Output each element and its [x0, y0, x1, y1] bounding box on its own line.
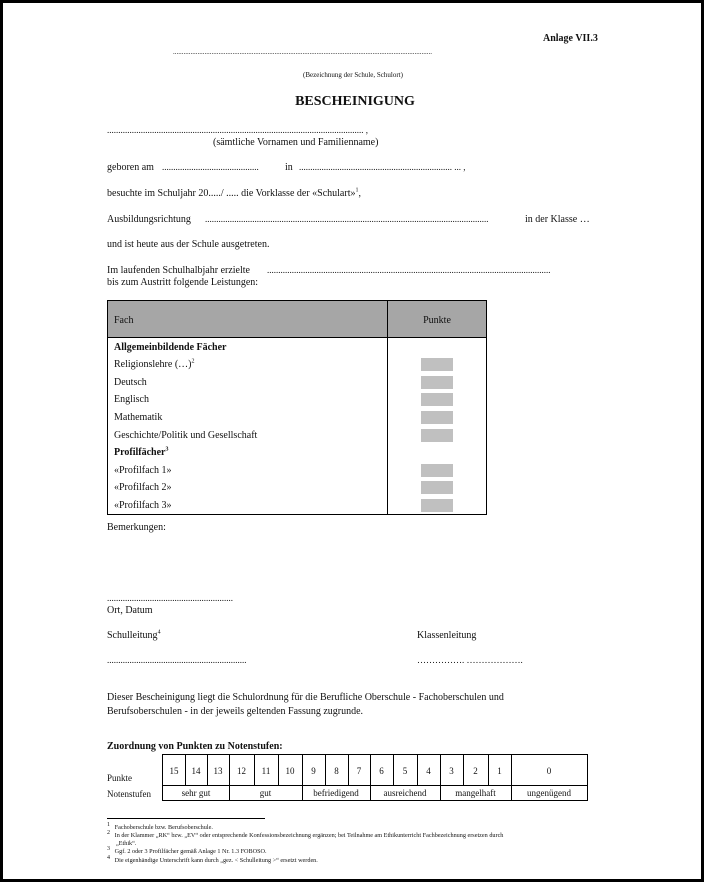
scale-points-cell: 11 [261, 766, 271, 776]
group-general-heading: Allgemeinbildende Fächer [114, 342, 227, 353]
points-box [421, 464, 453, 477]
footnote-2-continued: „Ethik“. [116, 840, 137, 847]
class-teacher-signature-dots: ……………. ………………. [417, 655, 523, 665]
points-box [421, 429, 453, 442]
scale-points-cell: 3 [449, 766, 454, 776]
group-profile-heading: Profilfächer$^3$ [114, 446, 169, 458]
place-date-label: Ort, Datum [107, 605, 153, 616]
training-label: Ausbildungsrichtung [107, 214, 191, 225]
scale-heading: Zuordnung von Punkten zu Notenstufen: [107, 741, 283, 752]
annex-label: Anlage VII.3 [543, 33, 598, 44]
footnote-1: $^1$ Fachoberschule bzw. Berufsoberschule. [107, 821, 213, 831]
points-box [421, 376, 453, 389]
grades-table-divider [387, 301, 388, 514]
scale-points-cell: 2 [473, 766, 478, 776]
points-box [421, 411, 453, 424]
subject-row: Geschichte/Politik und Gesellschaft [114, 430, 258, 441]
scale-points-cell: 8 [334, 766, 339, 776]
school-dots: .................................................................................................................................................... [173, 48, 432, 56]
scale-grade-cell: ungenügend [527, 788, 571, 798]
legal-note-line1: Dieser Bescheinigung liegt die Schulordnung für die Berufliche Oberschule - Fachoberschulen und [107, 692, 504, 703]
semester-dots: .............................................................................................................................. [267, 265, 551, 275]
subject-row: «Profilfach 3» [114, 500, 172, 511]
left-school-text: und ist heute aus der Schule ausgetreten. [107, 239, 270, 250]
subject-row: Mathematik [114, 412, 163, 423]
born-date-dots: ........................................... [162, 162, 259, 172]
scale-points-cell: 0 [546, 766, 552, 776]
born-place-dots: .................................................................... ... , [299, 162, 466, 172]
scale-points-cell: 10 [285, 766, 295, 776]
scale-grade-cell: gut [259, 788, 272, 798]
scale-points-cell: 4 [426, 766, 431, 776]
subject-row: Englisch [114, 394, 149, 405]
footnote-3: $^3$ Ggf. 2 oder 3 Profilfächer gemäß Anlage 1 Nr. 1.3 FOBOSO. [107, 845, 267, 855]
column-header-subject: Fach [114, 315, 134, 326]
scale-points-cell: 9 [311, 766, 316, 776]
born-in-label: in [285, 162, 293, 173]
principal-signature-dots: .............................................................. [107, 655, 247, 665]
training-dots: .............................................................................................................................. [205, 214, 489, 224]
scale-points-cell: 15 [169, 766, 179, 776]
scale-grade-cell: mangelhaft [455, 788, 496, 798]
grades-table [107, 300, 487, 515]
subject-row: «Profilfach 2» [114, 482, 172, 493]
points-box [421, 393, 453, 406]
document-title: BESCHEINIGUNG [295, 94, 415, 109]
points-box [421, 481, 453, 494]
scale-grade-cell: ausreichend [383, 788, 427, 798]
footnote-separator [107, 818, 265, 819]
scale-points-cell: 13 [213, 766, 223, 776]
principal-label: Schulleitung$^4$ [107, 629, 161, 641]
scale-points-cell: 1 [497, 766, 502, 776]
name-caption: (sämtliche Vornamen und Familienname) [213, 137, 379, 148]
footnote-2: $^2$ In der Klammer „RK“ bzw. „EV“ oder entsprechende Konfessionsbezeichnung ergänzen; bei Teilnahme am Ethikunterricht Fachbezeichnung ersetzen durch [107, 829, 504, 839]
subject-religion: Religionslehre (…)$^2$ [114, 358, 195, 370]
place-date-dots: ........................................................ [107, 593, 233, 603]
scale-row-points-label: Punkte [107, 773, 133, 783]
scale-points-cell: 5 [402, 766, 408, 776]
legal-note-line2: Berufsoberschulen - in der jeweils geltenden Fassung zugrunde. [107, 706, 364, 717]
remarks-label: Bemerkungen: [107, 522, 166, 533]
scale-grade-cell: sehr gut [181, 788, 211, 798]
points-box-religion [421, 358, 453, 371]
scale-points-cell: 7 [356, 766, 362, 776]
points-box [421, 499, 453, 512]
scale-points-cell: 12 [237, 766, 246, 776]
born-label: geboren am [107, 162, 154, 173]
semester-line2: bis zum Austritt folgende Leistungen: [107, 277, 259, 288]
scale-row-divider [163, 785, 587, 786]
grade-scale-table [162, 754, 588, 801]
school-caption: (Bezeichnung der Schule, Schulort) [303, 71, 403, 79]
scale-points-cell: 14 [191, 766, 201, 776]
scale-grade-cell: befriedigend [313, 788, 359, 798]
subject-row: Deutsch [114, 377, 147, 388]
attended-line: besuchte im Schuljahr 20...../ ..... die Vorklasse der «Schulart»$^1$, [107, 187, 361, 199]
column-header-points: Punkte [423, 315, 451, 326]
subject-row: «Profilfach 1» [114, 465, 172, 476]
footnote-4: $^4$ Die eigenhändige Unterschrift kann durch „gez. < Schulleitung >“ ersetzt werden. [107, 854, 318, 864]
class-teacher-label: Klassenleitung [417, 630, 477, 641]
scale-row-grades-label: Notenstufen [107, 789, 151, 799]
scale-points-cell: 6 [379, 766, 384, 776]
semester-line1: Im laufenden Schulhalbjahr erzielte [107, 265, 250, 276]
name-dots: .................................................................................................................. , [107, 125, 368, 135]
class-label: in der Klasse … [525, 214, 590, 225]
